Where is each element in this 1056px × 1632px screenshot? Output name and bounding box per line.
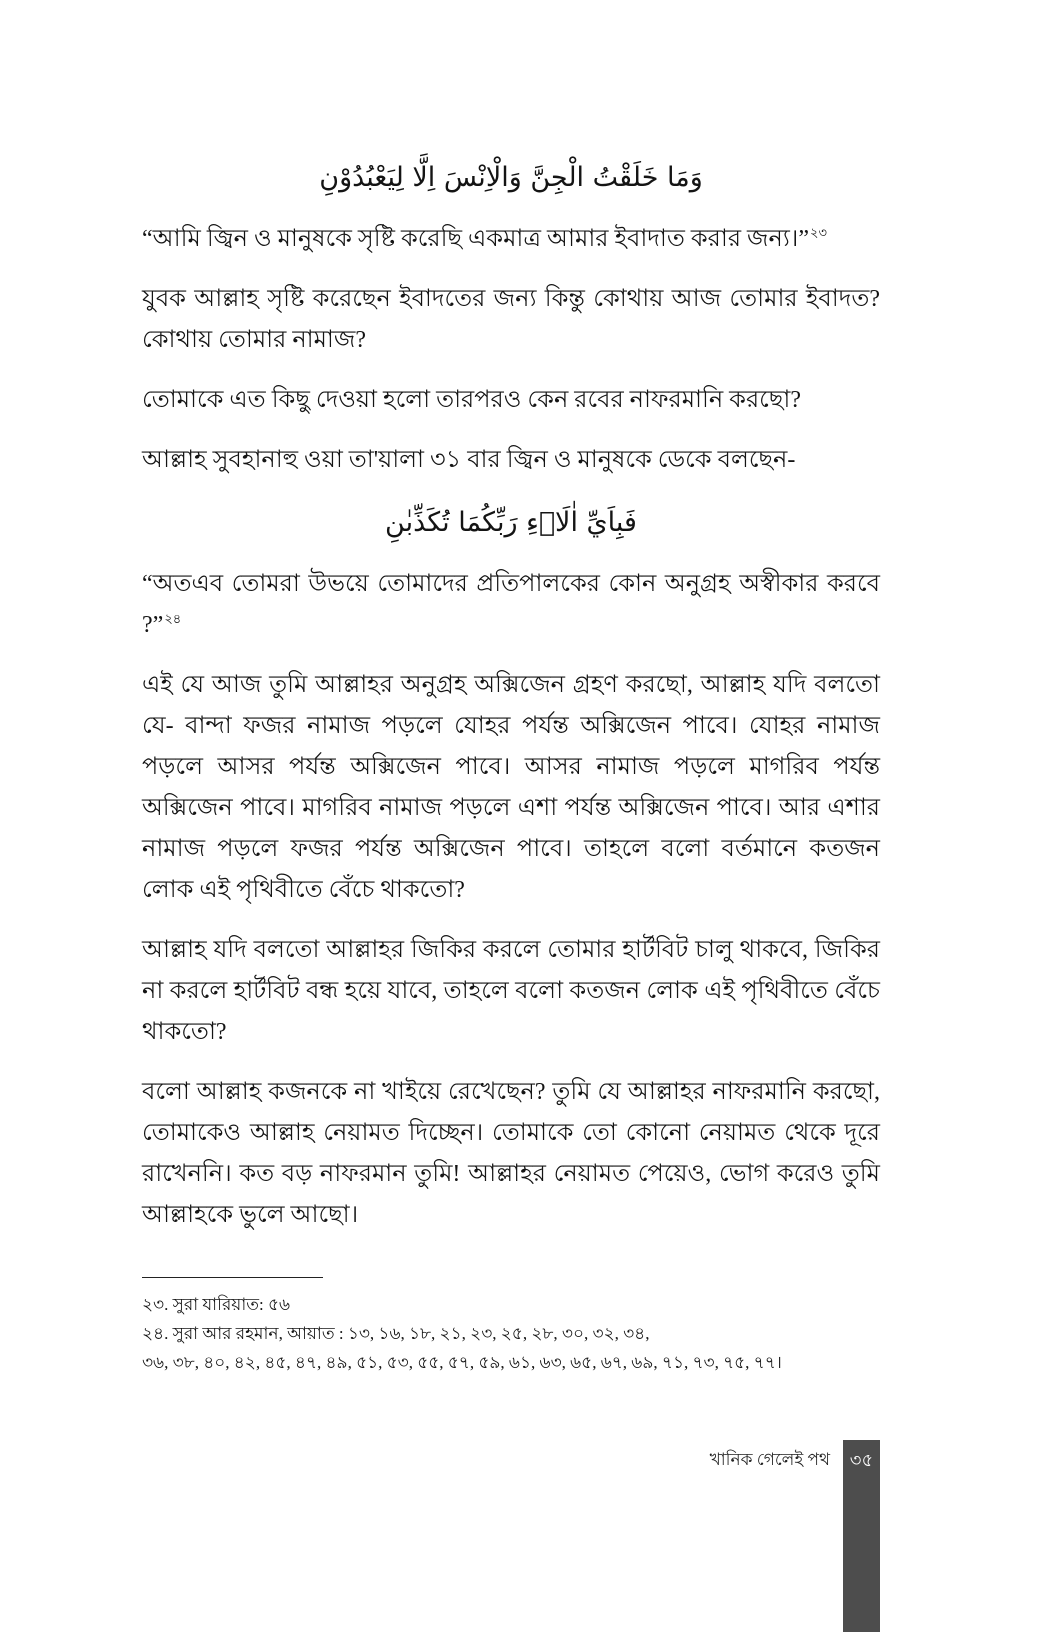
paragraph-5: আল্লাহ যদি বলতো আল্লাহর জিকির করলে তোমার হার্টবিট চালু থাকবে, জিকির না করলে হার্টবিট বন্ধ হয়ে যাবে, তাহলে বলো কতজন লোক এই পৃথিবীতে বেঁচে থাকতো? xyxy=(142,937,880,1045)
quote-1-text: “আমি জ্বিন ও মানুষকে সৃষ্টি করেছি একমাত্র আমার ইবাদাত করার জন্য।” xyxy=(142,226,810,252)
footnotes xyxy=(142,1277,880,1377)
arabic-verse-2: فَبِاَيِّ اٰلَاۤءِ رَبِّكُمَا تُكَذِّبٰنِ xyxy=(385,507,637,538)
footnote-24-line-1: ২৪. সুরা আর রহমান, আয়াত : ১৩, ১৬, ১৮, ২১, ২৩, ২৫, ২৮, ৩০, ৩২, ৩৪, xyxy=(142,1324,650,1343)
footnote-divider xyxy=(142,1277,323,1278)
quote-translation-2 xyxy=(142,564,880,646)
running-footer-title: খানিক গেলেই পথ xyxy=(709,1450,830,1469)
quote-2-text: “অতএব তোমরা উভয়ে তোমাদের প্রতিপালকের কোন অনুগ্রহ অস্বীকার করবে ?” xyxy=(142,571,880,638)
paragraph-6: বলো আল্লাহ কজনকে না খাইয়ে রেখেছেন? তুমি যে আল্লাহর নাফরমানি করছো, তোমাকেও আল্লাহ নেয়ামত দিচ্ছেন। তোমাকে তো কোনো নেয়ামত থেকে দূরে রাখেননি। কত বড় নাফরমান তুমি! আল্লাহর নেয়ামত পেয়েও, ভোগ করেও তুমি আল্লাহকে ভুলে আছো। xyxy=(142,1079,880,1228)
page-number-bar xyxy=(843,1440,880,1632)
footnote-24-line-2: ৩৬, ৩৮, ৪০, ৪২, ৪৫, ৪৭, ৪৯, ৫১, ৫৩, ৫৫, ৫৭, ৫৯, ৬১, ৬৩, ৬৫, ৬৭, ৬৯, ৭১, ৭৩, ৭৫, ৭৭। xyxy=(142,1353,782,1372)
main-text xyxy=(142,155,880,1255)
arabic-verse-1: وَمَا خَلَقْتُ الْجِنَّ وَالْاِنْسَ اِلَّا لِيَعْبُدُوْنِ xyxy=(319,162,703,193)
footnote-ref-24: ২৪ xyxy=(164,611,182,626)
footnote-23: ২৩. সুরা যারিয়াত: ৫৬ xyxy=(142,1295,291,1314)
paragraph-2: তোমাকে এত কিছু দেওয়া হলো তারপরও কেন রবের নাফরমানি করছো? xyxy=(142,387,801,413)
paragraph-4: এই যে আজ তুমি আল্লাহর অনুগ্রহ অক্সিজেন গ্রহণ করছো, আল্লাহ যদি বলতো যে- বান্দা ফজর নামাজ পড়লে যোহর পর্যন্ত অক্সিজেন পাবে। যোহর নামাজ পড়লে আসর পর্যন্ত অক্সিজেন পাবে। আসর নামাজ পড়লে মাগরিব পর্যন্ত অক্সিজেন পাবে। মাগরিব নামাজ পড়লে এশা পর্যন্ত অক্সিজেন পাবে। আর এশার নামাজ পড়লে ফজর পর্যন্ত অক্সিজেন পাবে। তাহলে বলো বর্তমানে কতজন লোক এই পৃথিবীতে বেঁচে থাকতো? xyxy=(142,672,880,903)
paragraph-3: আল্লাহ সুবহানাহু ওয়া তা'য়ালা ৩১ বার জ্বিন ও মানুষকে ডেকে বলছেন- xyxy=(142,447,796,473)
page-number: ৩৫ xyxy=(849,1450,874,1470)
quote-translation-1 xyxy=(142,219,880,260)
paragraph-1: যুবক আল্লাহ সৃষ্টি করেছেন ইবাদতের জন্য কিন্তু কোথায় আজ তোমার ইবাদত? কোথায় তোমার নামাজ? xyxy=(142,286,880,353)
footnote-ref-23: ২৩ xyxy=(810,225,827,240)
